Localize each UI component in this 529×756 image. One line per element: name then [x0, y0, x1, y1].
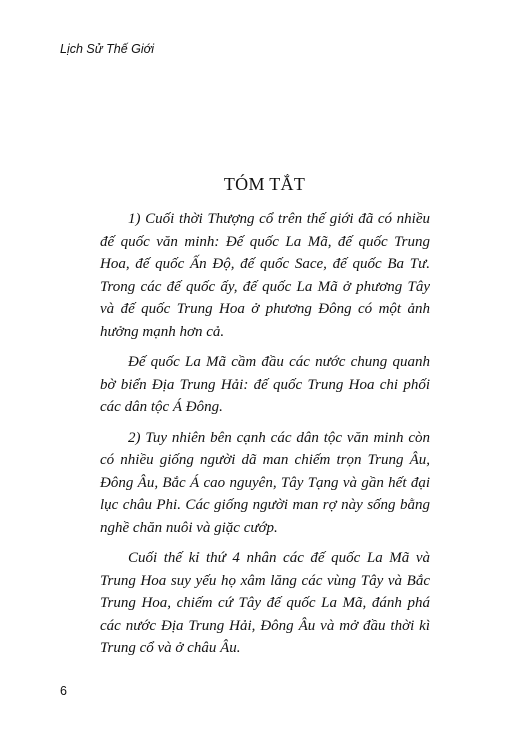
- paragraph: Cuối thế kỉ thứ 4 nhân các đế quốc La Mã và Trung Hoa suy yếu họ xâm lăng các vùng Tây và Bắc Trung Hoa, chiếm cứ Tây đế quốc La Mã, đánh phá các nước Địa Trung Hải, Đông Âu và mở đầu thời kì Trung cổ và ở châu Âu.: [100, 550, 430, 656]
- page-number: 6: [60, 684, 67, 698]
- running-header: Lịch Sử Thế Giới: [60, 42, 154, 56]
- summary-body: [100, 208, 430, 668]
- section-title: TÓM TẮT: [223, 174, 306, 194]
- paragraph: Đế quốc La Mã cầm đầu các nước chung quanh bờ biển Địa Trung Hải: đế quốc Trung Hoa chi phối các dân tộc Á Đông.: [100, 354, 430, 415]
- paragraph: 1) Cuối thời Thượng cổ trên thế giới đã có nhiều đế quốc văn minh: Đế quốc La Mã, đế quốc Trung Hoa, đế quốc Ấn Độ, đế quốc Sace, đế quốc Ba Tư. Trong các đế quốc ấy, đế quốc La Mã ở phương Tây và đế quốc Trung Hoa ở phương Đông có một ảnh hưởng mạnh hơn cả.: [100, 211, 430, 340]
- paragraph: 2) Tuy nhiên bên cạnh các dân tộc văn minh còn có nhiều giống người dã man chiếm trọn Trung Âu, Đông Âu, Bắc Á cao nguyên, Tây Tạng và gần hết đại lục châu Phi. Các giống người man rợ này sống bằng nghề chăn nuôi và giặc cướp.: [100, 429, 430, 536]
